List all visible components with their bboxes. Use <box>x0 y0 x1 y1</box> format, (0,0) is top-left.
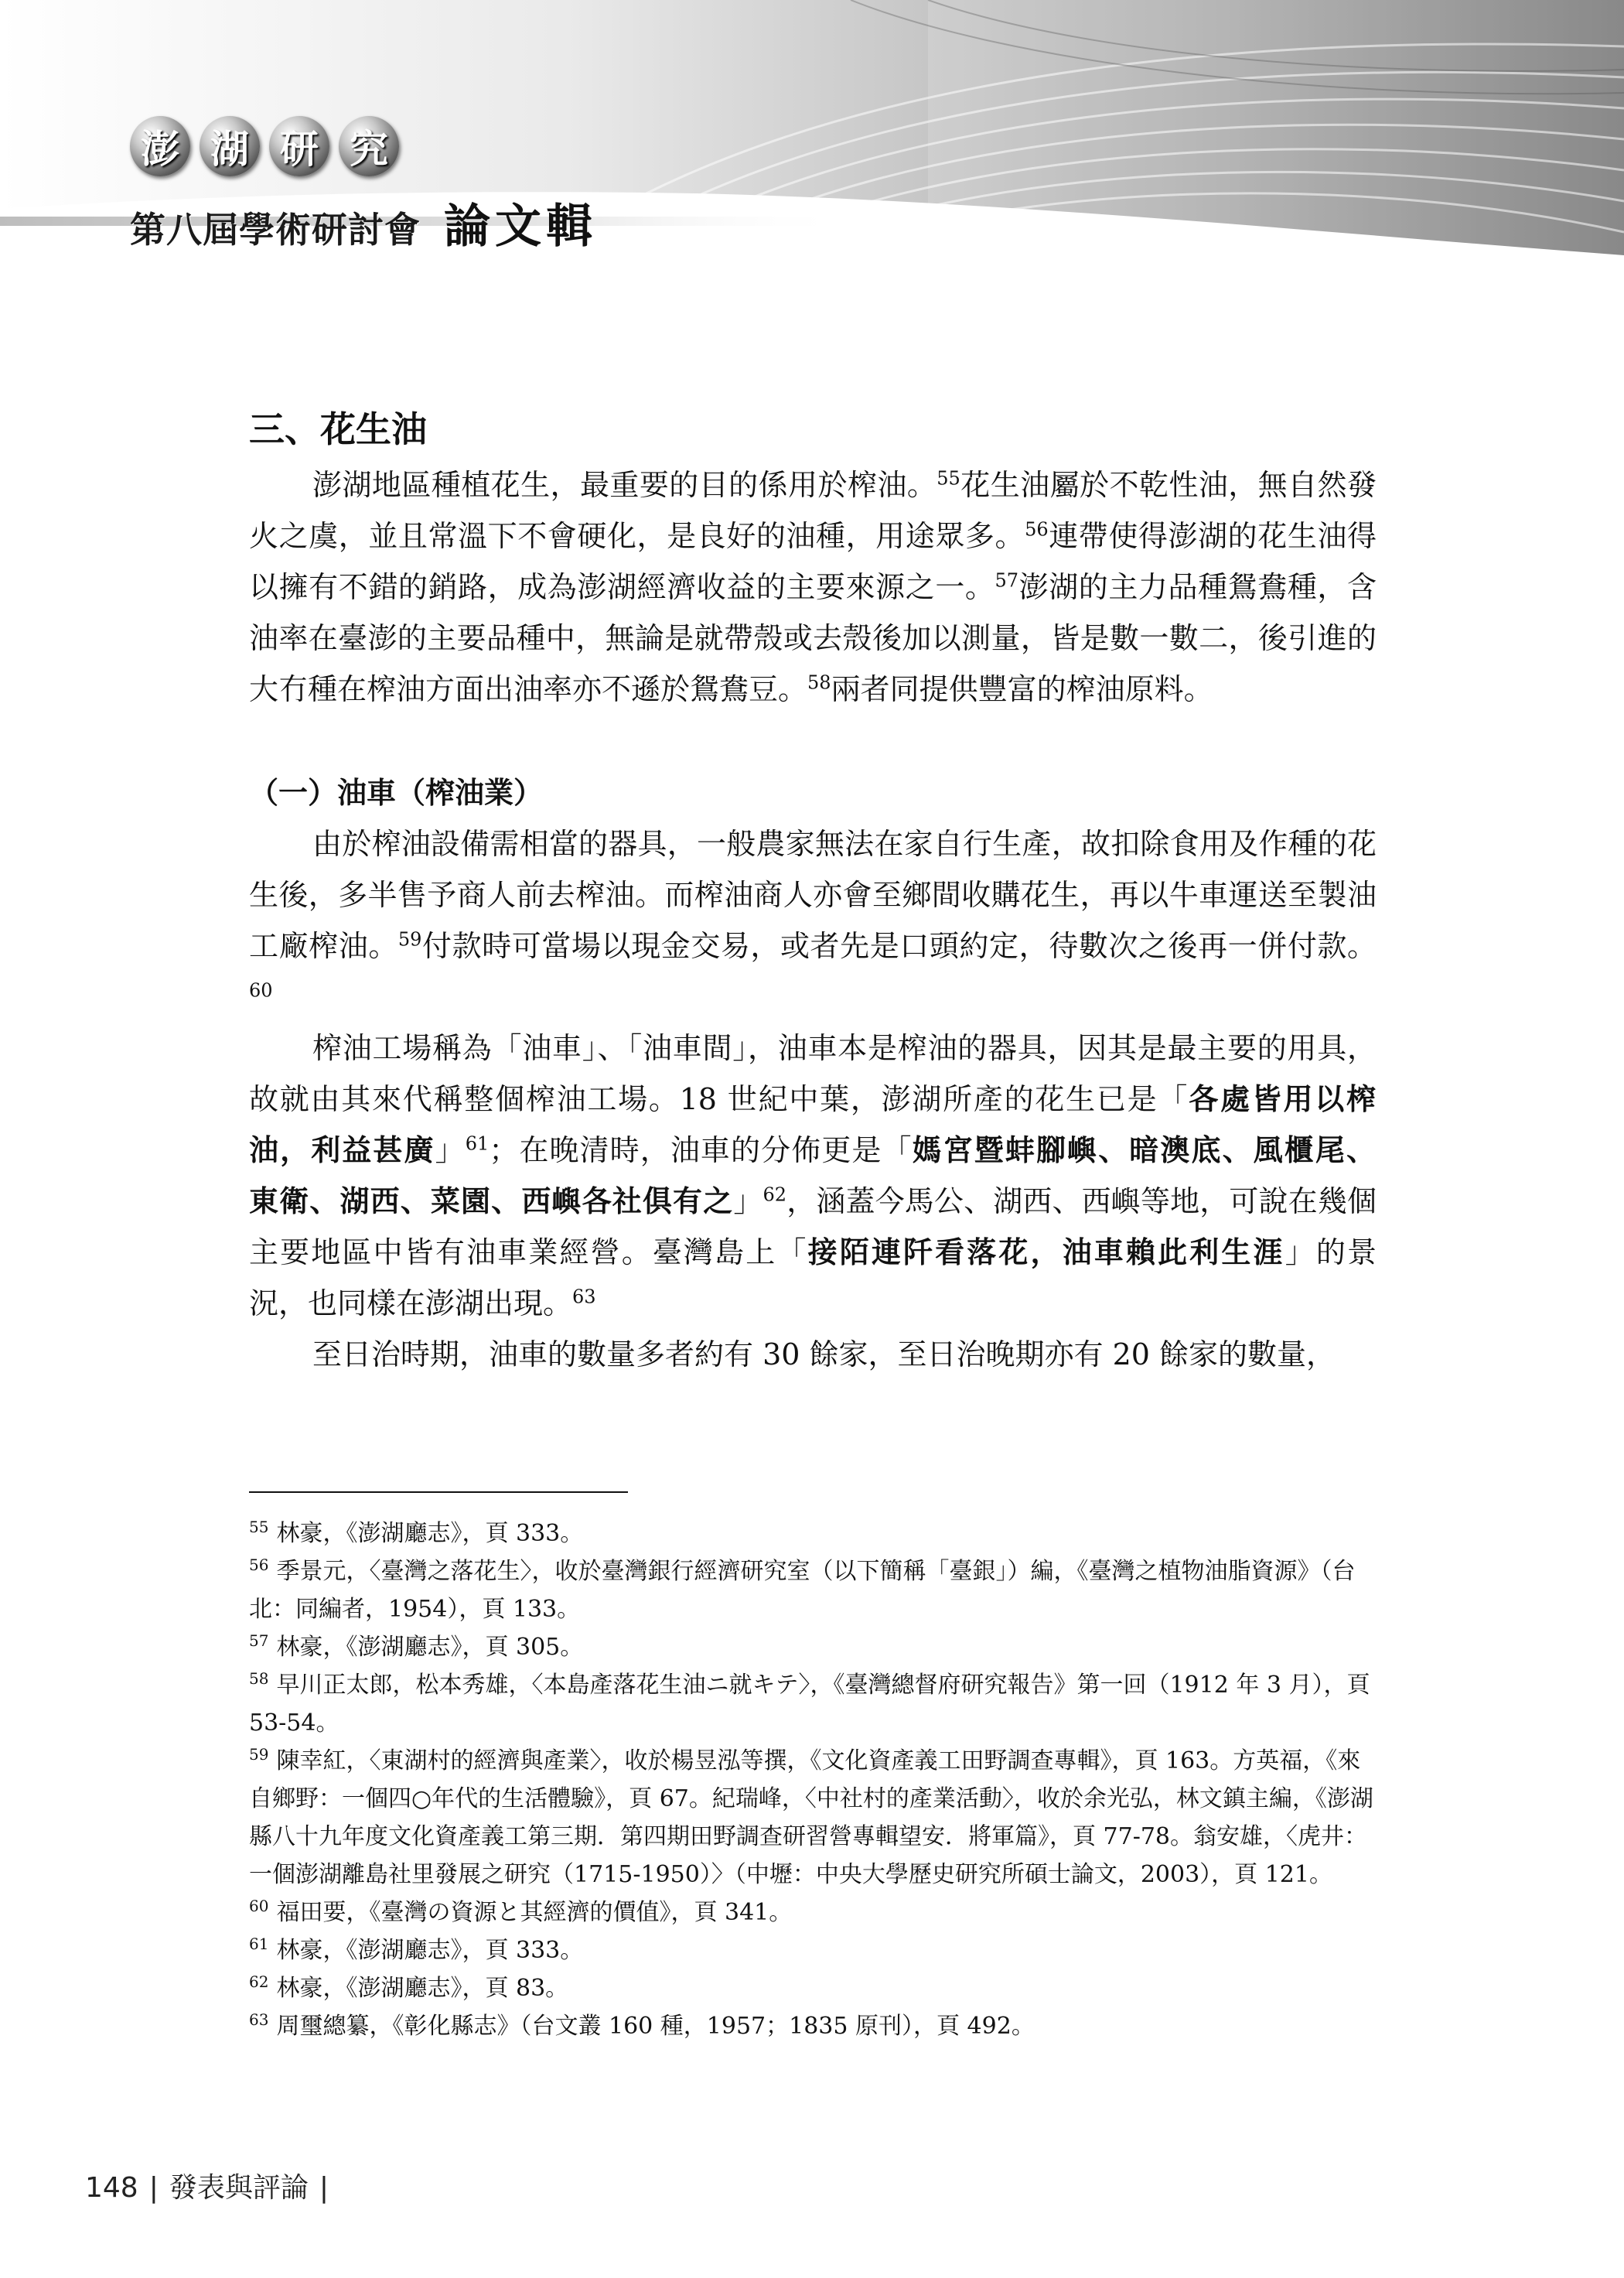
footnote-text: 林豪，《澎湖廳志》，頁 333。 <box>276 1937 584 1964</box>
footer-divider: | <box>148 2172 159 2204</box>
footnote <box>249 1742 1377 1894</box>
footnote-number: 59 <box>249 1745 269 1764</box>
paragraph: 榨油工場稱為「油車」、「油車間」，油車本是榨油的器具，因其是最主要的用具，故就由其來代稱整個榨油工場。18 世紀中葉，澎湖所產的花生已是「各處皆用以榨油，利益甚廣」$^{61}$；在晚清時，油車的分佈更是「媽宮暨蚌腳嶼、暗澳底、風櫃尾、東衛、湖西、菜園、西嶼各社俱有之」$^{62}$，涵蓋今馬公、湖西、西嶼等地，可說在幾個主要地區中皆有油車業經營。臺灣島上「接陌連阡看落花，油車賴此利生涯」的景況，也同樣在澎湖出現。$^{63}$ <box>249 1031 1377 1320</box>
footnote-text: 林豪，《澎湖廳志》，頁 83。 <box>276 1975 569 2002</box>
footnote-text: 福田要，《臺灣の資源と其經濟的價值》，頁 341。 <box>276 1899 793 1926</box>
footnote <box>249 2007 1377 2045</box>
footnote-ref[interactable]: 59 <box>397 928 422 951</box>
footnote-number: 58 <box>249 1669 269 1688</box>
quotation: 各處皆用以榨油，利益甚廣 <box>249 1082 1377 1167</box>
footnote-ref[interactable]: 55 <box>937 467 960 490</box>
series-title-char: 研 <box>269 116 329 176</box>
footnote <box>249 1894 1377 1931</box>
paragraph: 澎湖地區種植花生，最重要的目的係用於榨油。$^{55}$花生油屬於不乾性油，無自然發火之虞，並且常溫下不會硬化，是良好的油種，用途眾多。$^{56}$連帶使得澎湖的花生油得以擁有不錯的銷路，成為澎湖經濟收益的主要來源之一。$^{57}$澎湖的主力品種鴛鴦種，含油率在臺澎的主要品種中，無論是就帶殼或去殼後加以測量，皆是數一數二，後引進的大冇種在榨油方面出油率亦不遜於鴛鴦豆。$^{58}$兩者同提供豐富的榨油原料。 <box>249 467 1377 706</box>
footnote-number: 61 <box>249 1935 269 1953</box>
footnote-number: 57 <box>249 1631 269 1650</box>
series-title-char: 究 <box>339 116 399 176</box>
footnote-ref[interactable]: 63 <box>572 1286 596 1308</box>
series-title-char: 湖 <box>200 116 260 176</box>
series-title <box>130 116 399 176</box>
footnote-number: 56 <box>249 1556 269 1574</box>
footer-divider: | <box>319 2172 329 2204</box>
footnote-ref[interactable]: 60 <box>249 979 273 1002</box>
conference-name: 第八屆學術研討會 <box>130 209 421 251</box>
footnote <box>249 1931 1377 1969</box>
footnote-text: 林豪，《澎湖廳志》，頁 305。 <box>276 1634 584 1661</box>
footnote-ref[interactable]: 61 <box>465 1132 490 1155</box>
quotation: 接陌連阡看落花，油車賴此利生涯 <box>807 1235 1285 1269</box>
page-footer <box>85 2166 339 2205</box>
footnote-ref[interactable]: 62 <box>763 1183 787 1206</box>
series-title-char: 澎 <box>130 116 190 176</box>
footnote <box>249 1969 1377 2007</box>
footnote-ref[interactable]: 57 <box>995 569 1019 592</box>
paragraph: 至日治時期，油車的數量多者約有 30 餘家，至日治晚期亦有 20 餘家的數量， <box>312 1337 1336 1371</box>
footnote-number: 60 <box>249 1897 269 1915</box>
footer-section-label: 發表與評論 <box>169 2172 309 2204</box>
footnote-text: 周璽總纂，《彰化縣志》（台文叢 160 種，1957；1835 原刊），頁 492。 <box>276 2013 1035 2040</box>
subsection-heading: （一）油車（榨油業） <box>249 775 544 810</box>
footnote <box>249 1515 1377 1552</box>
footnote-text: 陳幸紅，〈東湖村的經濟與產業〉，收於楊昱泓等撰，《文化資產義工田野調查專輯》，頁 163。方英福，《來自鄉野：一個四○年代的生活體驗》，頁 67。紀瑞峰，〈中社村的產業活動〉，收於余光弘，林文鎮主編，《澎湖縣八十九年度文化資產義工第三期．第四期田野調查研習營專輯望安．將軍篇》，頁 77-78。翁安雄，〈虎井：一個澎湖離島社里發展之研究（1715-1950）〉（中壢：中央大學歷史研究所碩士論文，2003），頁 121。 <box>249 1747 1373 1888</box>
conference-title <box>130 190 597 255</box>
footnote-number: 63 <box>249 2010 269 2029</box>
footnote <box>249 1666 1377 1742</box>
page-number: 148 <box>85 2172 138 2204</box>
footnote-rule <box>249 1491 628 1493</box>
footnotes <box>249 1491 1377 2045</box>
footnote <box>249 1628 1377 1666</box>
footnote-number: 55 <box>249 1518 269 1536</box>
footnote-text: 早川正太郎，松本秀雄，〈本島產落花生油ニ就キテ〉，《臺灣總督府研究報告》第一回（1912 年 3 月），頁 53-54。 <box>249 1672 1370 1737</box>
footnote-text: 林豪，《澎湖廳志》，頁 333。 <box>276 1520 584 1547</box>
paragraph: 由於榨油設備需相當的器具，一般農家無法在家自行生產，故扣除食用及作種的花生後，多半售予商人前去榨油。而榨油商人亦會至鄉間收購花生，再以牛車運送至製油工廠榨油。$^{59}$付款時可當場以現金交易，或者先是口頭約定，待數次之後再一併付款。$^{60}$ <box>249 827 1377 1002</box>
footnote-text: 季景元，〈臺灣之落花生〉，收於臺灣銀行經濟研究室（以下簡稱「臺銀」）編，《臺灣之植物油脂資源》（台北：同編者，1954），頁 133。 <box>249 1558 1356 1623</box>
footnote-ref[interactable]: 56 <box>1025 518 1049 541</box>
main-text <box>249 402 1377 1380</box>
footnote-number: 62 <box>249 1972 269 1991</box>
footnote <box>249 1552 1377 1628</box>
footnote-ref[interactable]: 58 <box>807 671 831 694</box>
quotation: 媽宮暨蚌腳嶼、暗澳底、風櫃尾、東衛、湖西、菜園、西嶼各社俱有之 <box>249 1133 1377 1218</box>
collection-label: 論文輯 <box>444 200 597 254</box>
section-heading: 三、花生油 <box>249 408 427 450</box>
page-header <box>0 0 1624 255</box>
